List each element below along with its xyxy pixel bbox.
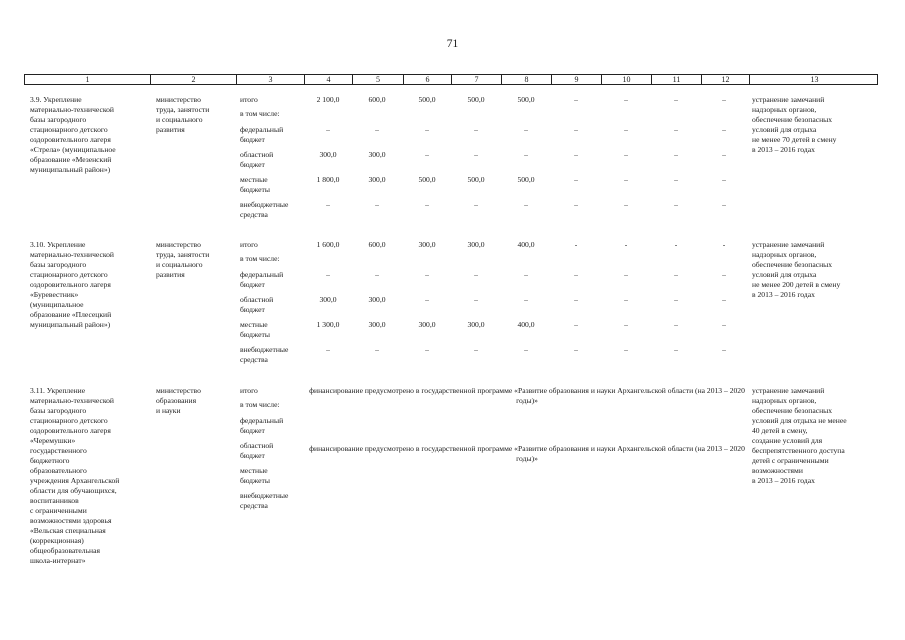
- header-col-11: 11: [652, 75, 702, 84]
- page-number: 71: [446, 38, 459, 50]
- cell-value: –: [674, 200, 678, 209]
- cell-value: 300,0: [368, 150, 386, 159]
- cell-value: 1 300,0: [316, 320, 340, 329]
- cell-value: -: [722, 240, 726, 249]
- cell-value: 1 600,0: [316, 240, 340, 249]
- cell-value: 500,0: [467, 95, 485, 104]
- cell-value: 300,0: [319, 150, 337, 159]
- cell-value: 2 100,0: [316, 95, 340, 104]
- cell-value: –: [375, 125, 379, 134]
- cell-value: –: [574, 125, 578, 134]
- source-label: в том числе:: [240, 254, 280, 263]
- cell-value: 500,0: [517, 175, 535, 184]
- cell-value: 300,0: [368, 320, 386, 329]
- source-label: федеральный бюджет: [240, 416, 284, 435]
- cell-value: –: [674, 270, 678, 279]
- cell-value: –: [674, 320, 678, 329]
- cell-value: –: [375, 345, 379, 354]
- cell-value: –: [326, 345, 330, 354]
- cell-value: –: [474, 270, 478, 279]
- cell-value: –: [674, 125, 678, 134]
- cell-value: –: [624, 345, 628, 354]
- source-label: итого: [240, 95, 258, 104]
- source-label: областной бюджет: [240, 441, 274, 460]
- cell-value: –: [425, 345, 429, 354]
- cell-value: –: [574, 150, 578, 159]
- cell-value: 300,0: [467, 320, 485, 329]
- cell-value: –: [474, 295, 478, 304]
- cell-value: –: [425, 295, 429, 304]
- header-col-1: 1: [25, 75, 151, 84]
- source-label: федеральный бюджет: [240, 270, 284, 289]
- cell-value: –: [722, 95, 726, 104]
- cell-value: –: [425, 200, 429, 209]
- cell-value: –: [624, 175, 628, 184]
- cell-value: –: [722, 295, 726, 304]
- header-col-5: 5: [353, 75, 404, 84]
- cell-value: –: [722, 150, 726, 159]
- row-result: устранение замечаний надзорных органов, обеспечение безопасных условий для отдыха не менее 40 детей в смену, создание условий для беспрепятственного доступа детей с ограниченными возможностями в 2013 – 2016 годах: [752, 386, 847, 485]
- source-label: местные бюджеты: [240, 175, 270, 194]
- cell-value: 500,0: [517, 95, 535, 104]
- header-col-12: 12: [702, 75, 750, 84]
- cell-value: –: [722, 125, 726, 134]
- cell-value: –: [674, 295, 678, 304]
- header-col-7: 7: [452, 75, 502, 84]
- cell-value: –: [524, 270, 528, 279]
- cell-value: –: [375, 200, 379, 209]
- cell-value: -: [574, 240, 578, 249]
- cell-value: –: [574, 270, 578, 279]
- cell-value: 300,0: [467, 240, 485, 249]
- source-label: внебюджетные средства: [240, 200, 289, 219]
- source-label: в том числе:: [240, 400, 280, 409]
- header-col-3: 3: [237, 75, 305, 84]
- cell-value: –: [674, 345, 678, 354]
- header-col-6: 6: [404, 75, 452, 84]
- cell-value: 300,0: [418, 240, 436, 249]
- source-label: итого: [240, 240, 258, 249]
- cell-value: –: [574, 175, 578, 184]
- cell-value: –: [674, 175, 678, 184]
- cell-value: –: [425, 150, 429, 159]
- cell-value: –: [574, 320, 578, 329]
- cell-value: –: [674, 150, 678, 159]
- cell-value: –: [524, 200, 528, 209]
- row-result: устранение замечаний надзорных органов, обеспечение безопасных условий для отдыха не менее 70 детей в смену в 2013 – 2016 годах: [752, 95, 837, 154]
- cell-value: –: [425, 270, 429, 279]
- row-name: 3.9. Укрепление материально-технической базы загородного стационарного детского оздоровительного лагеря «Стрела» (муниципальное образование «Мезенский муниципальный район»): [30, 95, 116, 174]
- cell-value: –: [574, 295, 578, 304]
- source-label: местные бюджеты: [240, 320, 270, 339]
- cell-value: 500,0: [418, 175, 436, 184]
- cell-value: –: [375, 270, 379, 279]
- cell-value: –: [574, 345, 578, 354]
- cell-value: 300,0: [418, 320, 436, 329]
- cell-value: –: [574, 95, 578, 104]
- cell-value: –: [474, 150, 478, 159]
- cell-value: –: [524, 345, 528, 354]
- cell-value: –: [326, 125, 330, 134]
- source-label: итого: [240, 386, 258, 395]
- cell-value: –: [624, 320, 628, 329]
- cell-value: –: [474, 345, 478, 354]
- cell-value: -: [674, 240, 678, 249]
- cell-value: –: [524, 150, 528, 159]
- row-result: устранение замечаний надзорных органов, обеспечение безопасных условий для отдыха не менее 200 детей в смену в 2013 – 2016 годах: [752, 240, 841, 299]
- cell-value: -: [624, 240, 628, 249]
- cell-value: –: [474, 125, 478, 134]
- header-col-4: 4: [305, 75, 353, 84]
- cell-value: –: [722, 320, 726, 329]
- funding-note: финансирование предусмотрено в государственной программе «Развитие образования и науки Архангельской области (на 2013 – 2020 годы)»: [309, 444, 745, 463]
- cell-value: 500,0: [467, 175, 485, 184]
- cell-value: –: [722, 345, 726, 354]
- header-col-10: 10: [602, 75, 652, 84]
- source-label: федеральный бюджет: [240, 125, 284, 144]
- header-col-9: 9: [552, 75, 602, 84]
- cell-value: 300,0: [368, 295, 386, 304]
- header-col-2: 2: [151, 75, 237, 84]
- cell-value: –: [722, 200, 726, 209]
- cell-value: –: [524, 125, 528, 134]
- cell-value: –: [425, 125, 429, 134]
- row-name: 3.11. Укрепление материально-технической базы загородного стационарного детского оздоровительного лагеря «Черемушки» государственного бюджетного образовательного учреждения Архангельской области для обучающихся, воспитанников с ограниченными возможностями здоровья «Вельская специальная (коррекционная) общеобразовательная школа-интернат»: [30, 386, 120, 565]
- source-label: внебюджетные средства: [240, 345, 289, 364]
- row-executor: министерство образования и науки: [156, 386, 201, 415]
- cell-value: –: [722, 270, 726, 279]
- cell-value: –: [326, 200, 330, 209]
- funding-note: финансирование предусмотрено в государственной программе «Развитие образования и науки Архангельской области (на 2013 – 2020 годы)»: [309, 386, 745, 405]
- header-col-8: 8: [502, 75, 552, 84]
- cell-value: –: [624, 200, 628, 209]
- source-label: местные бюджеты: [240, 466, 270, 485]
- row-name: 3.10. Укрепление материально-технической базы загородного стационарного детского оздоровительного лагеря «Буревестник» (муниципальное образование «Плесецкий муниципальный район»): [30, 240, 114, 329]
- cell-value: –: [574, 200, 578, 209]
- cell-value: 600,0: [368, 240, 386, 249]
- source-label: областной бюджет: [240, 150, 274, 169]
- cell-value: 500,0: [418, 95, 436, 104]
- header-col-13: 13: [810, 75, 819, 84]
- table-header: [24, 74, 878, 85]
- cell-value: –: [624, 295, 628, 304]
- cell-value: –: [722, 175, 726, 184]
- source-label: в том числе:: [240, 109, 280, 118]
- cell-value: –: [624, 95, 628, 104]
- row-executor: министерство труда, занятости и социального развития: [156, 240, 210, 279]
- cell-value: 400,0: [517, 240, 535, 249]
- cell-value: –: [524, 295, 528, 304]
- cell-value: –: [624, 125, 628, 134]
- cell-value: –: [674, 95, 678, 104]
- cell-value: –: [326, 270, 330, 279]
- cell-value: –: [624, 270, 628, 279]
- cell-value: –: [624, 150, 628, 159]
- source-label: областной бюджет: [240, 295, 274, 314]
- cell-value: 400,0: [517, 320, 535, 329]
- cell-value: 300,0: [368, 175, 386, 184]
- cell-value: –: [474, 200, 478, 209]
- cell-value: 300,0: [319, 295, 337, 304]
- row-executor: министерство труда, занятости и социального развития: [156, 95, 210, 134]
- source-label: внебюджетные средства: [240, 491, 289, 510]
- cell-value: 1 800,0: [316, 175, 340, 184]
- cell-value: 600,0: [368, 95, 386, 104]
